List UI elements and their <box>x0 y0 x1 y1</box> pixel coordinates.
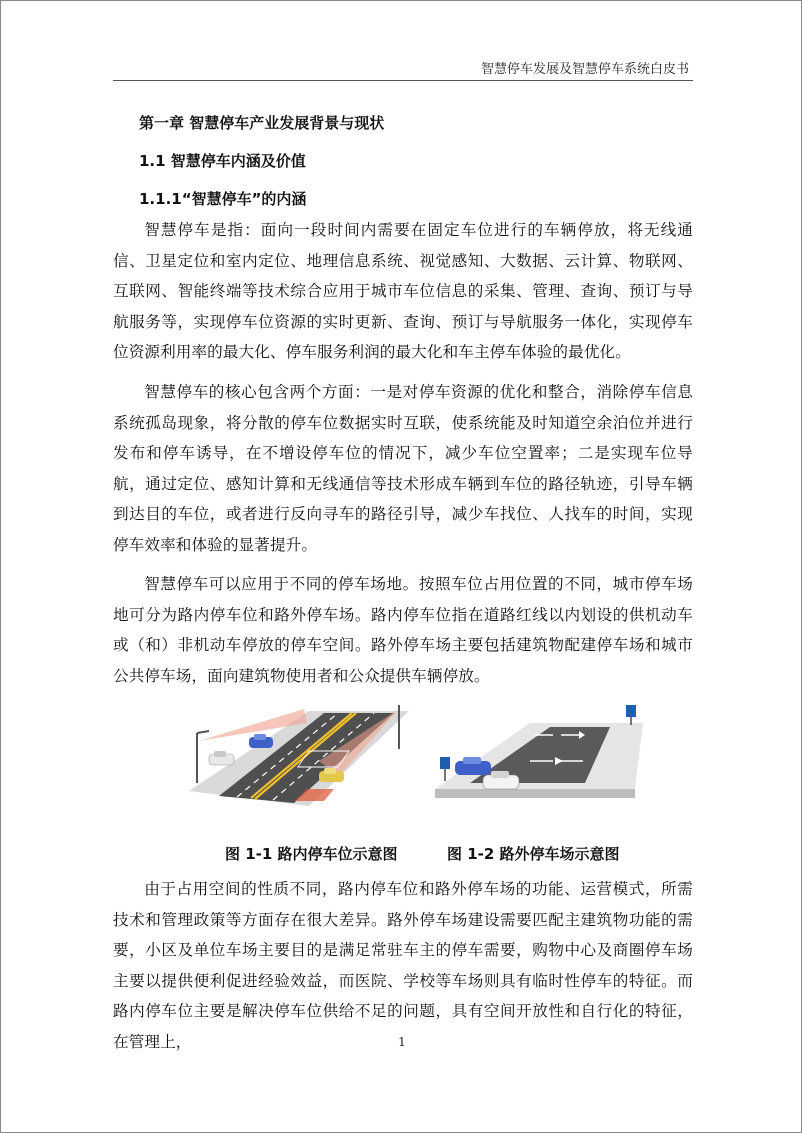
running-header: 智慧停车发展及智慧停车系统白皮书 <box>480 62 689 77</box>
figure-caption: 图 1-2 路外停车场示意图 <box>447 845 620 863</box>
car-icon <box>209 751 234 765</box>
paragraph-differences: 由于占用空间的性质不同，路内停车位和路外停车场的功能、运营模式，所需技术和管理政策等方面存在很大差异。路外停车场建设需要匹配主建筑物功能的需要，小区及单位车场主要目的是满足常驻车主的停车需要，购物中心及商圈停车场主要以提供便利促进经验效益，而医院、学校等车场则具有临时性停车的特征。而路内停车位主要是解决停车位供给不足的问题，具有空间开放性和自行化的特征，在管理上， <box>113 880 693 1051</box>
chapter-heading: 第一章 智慧停车产业发展背景与现状 <box>139 114 385 132</box>
paragraph-application: 智慧停车可以应用于不同的停车场地。按照车位占用位置的不同，城市停车场地可分为路内停车位和路外停车场。路内停车位指在道路红线以内划设的供机动车或（和）非机动车停放的停车空间。路外停车场主要包括建筑物配建停车场和城市公共停车场，面向建筑物使用者和公众提供车辆停放。 <box>113 575 693 685</box>
car-icon <box>249 734 273 748</box>
off-street-parking-lot-illustration <box>435 701 643 806</box>
paragraph-core: 智慧停车的核心包含两个方面：一是对停车资源的优化和整合，消除停车信息系统孤岛现象，将分散的停车位数据实时互联，使系统能及时知道空余泊位并进行发布和停车诱导，在不增设停车位的情况下，减少车位空置率；二是实现车位导航，通过定位、感知计算和无线通信等技术形成车辆到车位的路径轨迹，引导车辆到达目的车位，或者进行反向寻车的路径引导，减少车找位、人找车的时间，实现停车效率和体验的显著提升。 <box>113 383 693 554</box>
figure-caption: 图 1-1 路内停车位示意图 <box>225 845 398 863</box>
on-street-parking-illustration <box>189 701 409 806</box>
paragraph-definition: 智慧停车是指：面向一段时间内需要在固定车位进行的车辆停放，将无线通信、卫星定位和室内定位、地理信息系统、视觉感知、大数据、云计算、物联网、互联网、智能终端等技术综合应用于城市车位信息的采集、管理、查询、预订与导航服务等，实现停车位资源的实时更新、查询、预订与导航服务一体化，实现停车位资源利用率的最大化、停车服务利润的最大化和车主停车体验的最优化。 <box>113 221 693 362</box>
subsection-heading: 1.1.1“智慧停车”的内涵 <box>139 190 307 208</box>
header-rule <box>113 80 693 81</box>
section-heading: 1.1 智慧停车内涵及价值 <box>139 152 306 170</box>
page-number: 1 <box>398 1035 406 1049</box>
figure-row <box>113 701 693 811</box>
